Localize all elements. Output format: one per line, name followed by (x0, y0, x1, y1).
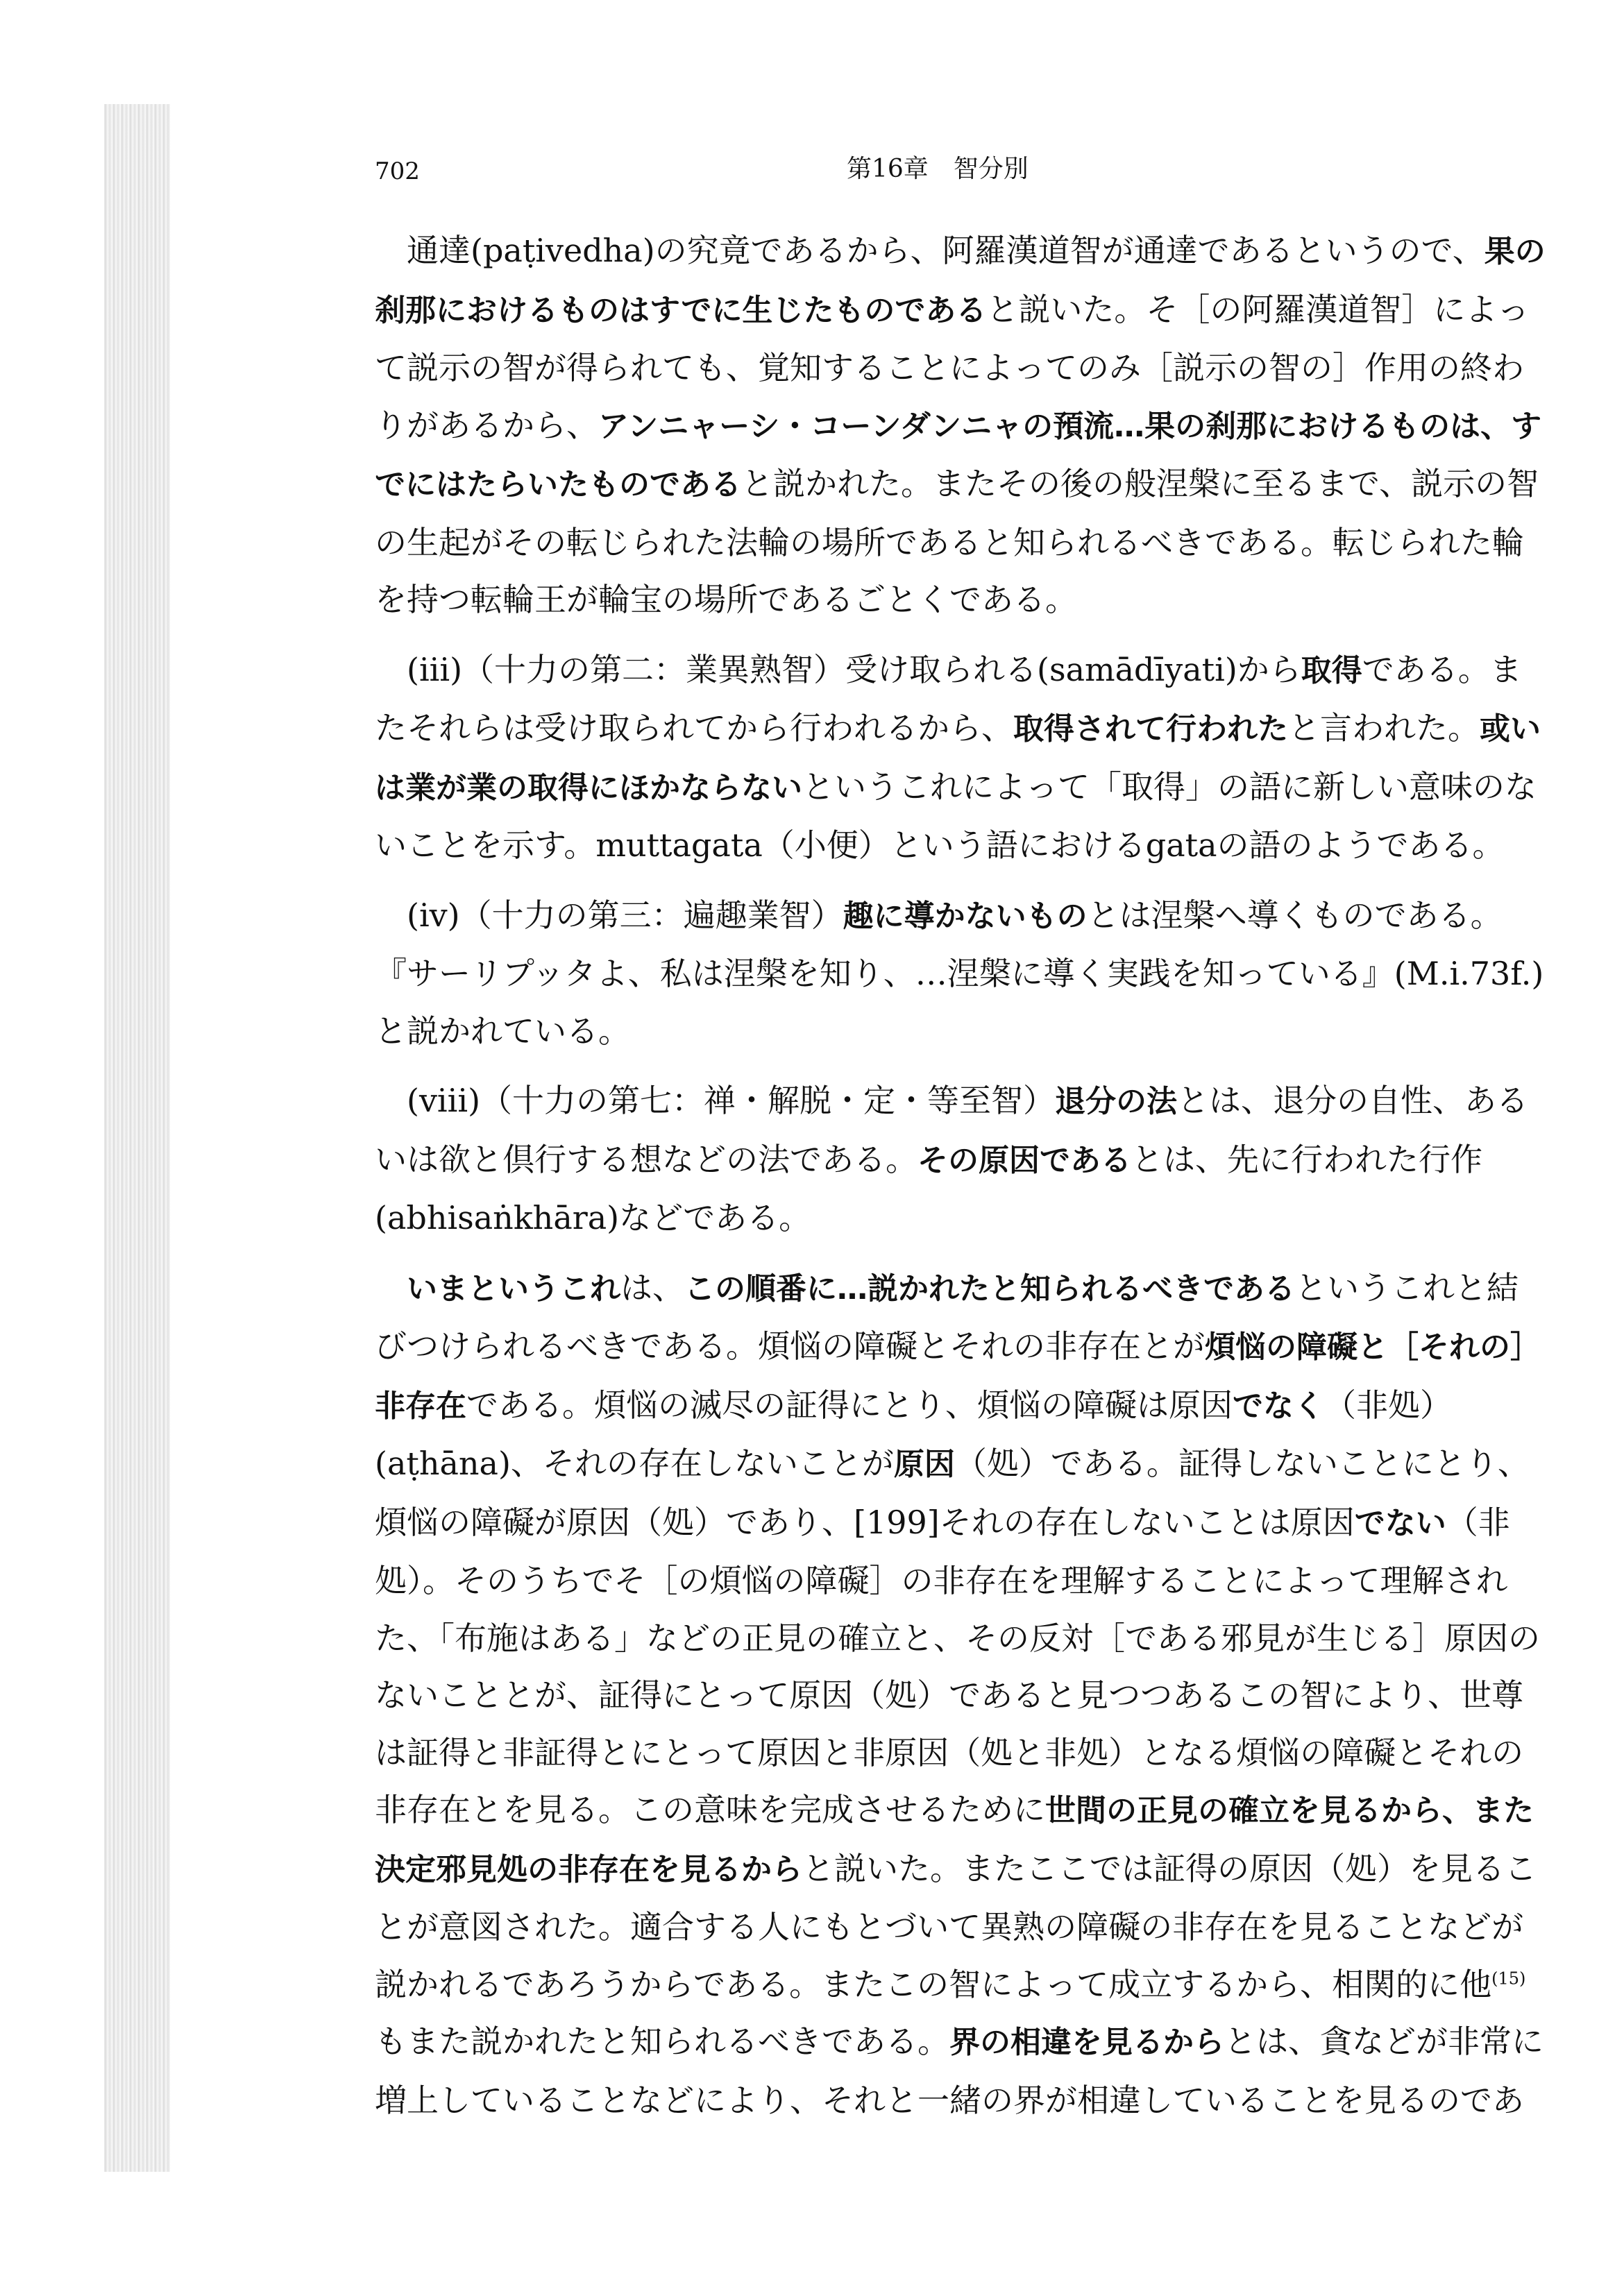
bold-term: いまというこれ (407, 1270, 620, 1307)
text-run: と言われた。 (1288, 709, 1480, 747)
page-number: 702 (375, 158, 420, 185)
text-run: とは、退分の自性、あるいは欲と倶行する想などの法である。 (375, 1082, 1529, 1178)
text-run: とは涅槃へ導くものである。『サーリプッタよ、私は涅槃を知り、…涅槃に導く実践を知っている』(M.i.73f.)と説かれている。 (375, 896, 1544, 1050)
bold-term: 世間の正見の確立を見るから、また決定邪見処の非存在を見るから (375, 1793, 1534, 1887)
text-run: と説いた。そ［の阿羅漢道智］によって説示の智が得られても、覚知することによってのみ［説示の智の］作用の終わりがあるから、 (375, 290, 1530, 444)
bold-term: 煩悩の障礙と［それの］非存在 (375, 1329, 1541, 1424)
text-run: (iii)（十力の第二：業異熟智）受け取られる(samādīyati)から (407, 650, 1301, 688)
text-run: とは、貪などが非常に増上していることなどにより、それと一緒の界が相違していることを見るのであ (375, 2023, 1543, 2119)
text-run: （非処）。そのうちでそ［の煩悩の障礙］の非存在を理解することによって理解された、「布施はある」などの正見の確立と、その反対［である邪見が生じる］原因のないこととが、証得にとって原因（処）であると見つつあるこの智により、世尊は証得と非証得とにとって原因と非原因（処と非処）となる煩悩の障礙とそれの非存在とを見る。この意味を完成させるために (375, 1503, 1540, 1828)
text-run: (iv)（十力の第三：遍趣業智） (407, 896, 843, 934)
scan-binding-shadow (104, 104, 170, 2172)
bold-term: アンニャーシ・コーンダンニャの預流…果の刹那におけるものは、すでにはたらいたものである (375, 408, 1542, 502)
paragraph-1 (375, 222, 1548, 629)
text-run: (viii)（十力の第七：禅・解脱・定・等至智） (407, 1082, 1056, 1119)
text-run: というこれと結びつけられるべきである。煩悩の障礙とそれの非存在とが (375, 1268, 1519, 1365)
running-header (375, 149, 1555, 191)
bold-term: その原因である (917, 1142, 1131, 1178)
bold-term: 取得されて行われた (1013, 711, 1288, 747)
text-run: と説かれた。またその後の般涅槃に至るまで、説示の智の生起がその転じられた法輪の場所であると知られるべきである。転じられた輪を持つ転輪王が輪宝の場所であるごとくである。 (375, 465, 1539, 618)
bold-term: この順番に…説かれたと知られるべきである (684, 1270, 1295, 1307)
bold-term: 果の刹那におけるものはすでに生じたものである (375, 234, 1546, 328)
paragraph-5 (375, 1259, 1548, 2129)
text-run: は、 (620, 1268, 684, 1307)
bold-term: でなく (1233, 1388, 1324, 1424)
bold-term: 或いは業が業の取得にほかならない (375, 711, 1541, 806)
text-run: である。煩悩の滅尽の証得にとり、煩悩の障礙は原因 (466, 1386, 1233, 1424)
text-run: である。またそれらは受け取られてから行われるから、 (375, 650, 1522, 747)
footnote-ref: (15) (1491, 1968, 1526, 1989)
bold-term: 界の相違を見るから (949, 2025, 1224, 2060)
text-run: とは、先に行われた行作(abhisaṅkhāra)などである。 (375, 1140, 1482, 1236)
chapter-title: 第16章 智分別 (847, 155, 1029, 183)
paragraph-2 (375, 641, 1548, 874)
bold-term: 趣に導かないもの (843, 898, 1088, 934)
text-run: というこれによって「取得」の語に新しい意味のないことを示す。muttagata（小便）という語におけるgataの語のようである。 (375, 767, 1537, 864)
paragraph-4 (375, 1072, 1548, 1247)
bold-term: 退分の法 (1055, 1084, 1178, 1119)
paragraph-3 (375, 887, 1548, 1060)
text-run: （処）である。証得しないことにとり、煩悩の障礙が原因（処）であり、[199]それの存在しないことは原因 (375, 1445, 1530, 1541)
text-run: （非処）(aṭhāna)、それの存在しないことが (375, 1386, 1452, 1482)
bold-term: でない (1354, 1505, 1446, 1541)
bold-term: 取得 (1301, 652, 1362, 688)
text-run: 通達(paṭivedha)の究竟であるから、阿羅漢道智が通達であるというので、 (407, 232, 1485, 269)
text-run: もまた説かれたと知られるべきである。 (375, 2023, 949, 2060)
bold-term: 原因 (893, 1447, 955, 1482)
text-run: と説いた。またここでは証得の原因（処）を見ることが意図された。適合する人にもとづいて異熟の障礙の非存在を見ることなどが説かれるであろうからである。またこの智によって成立するから、相関的に他 (375, 1849, 1537, 2003)
body-text (375, 222, 1548, 2129)
